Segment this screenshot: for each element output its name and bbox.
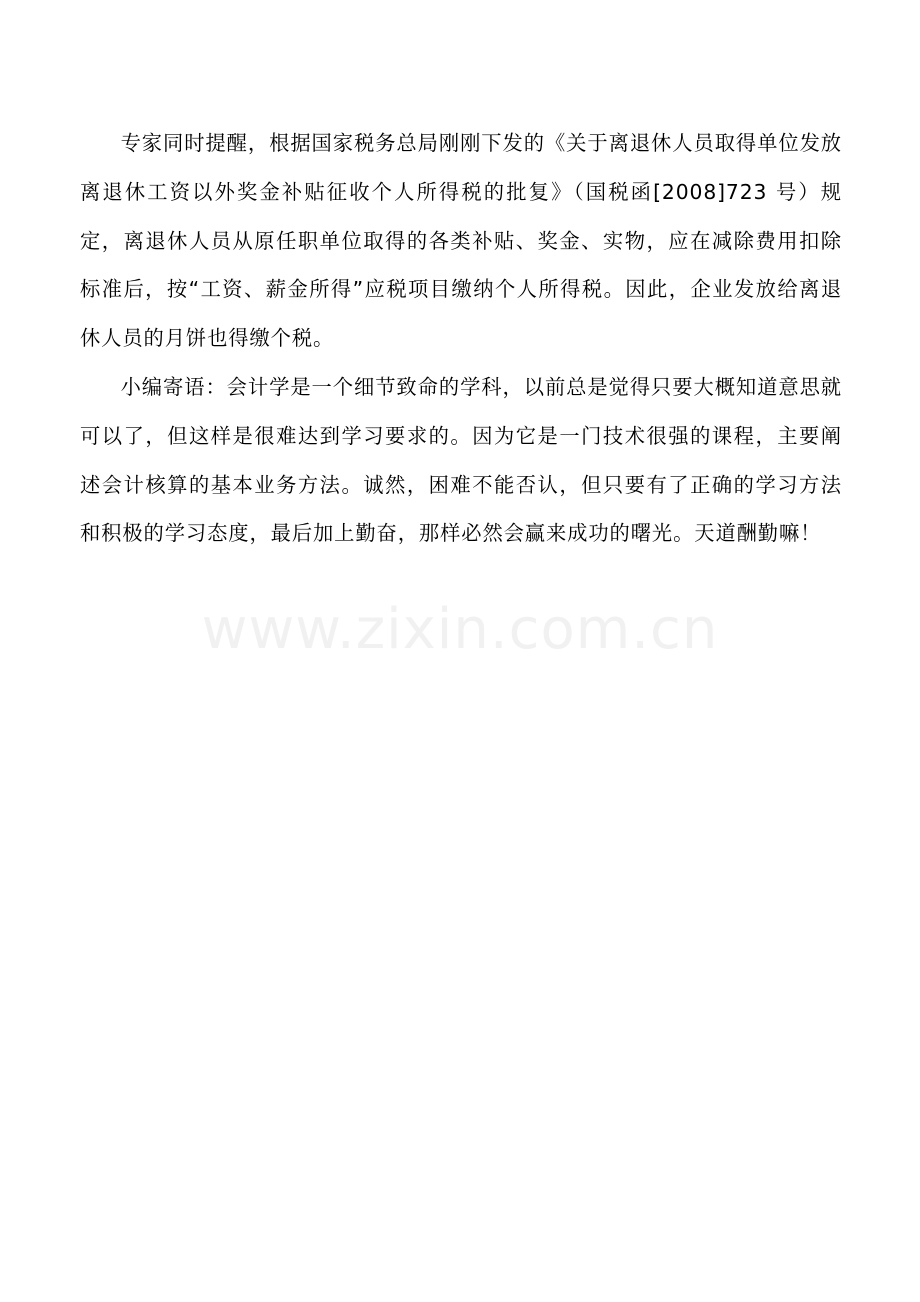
document-body	[80, 119, 842, 558]
watermark: www.zixin.com.cn	[201, 597, 719, 662]
paragraph-editor-note: 小编寄语：会计学是一个细节致命的学科，以前总是觉得只要大概知道意思就可以了，但这样是很难达到学习要求的。因为它是一门技术很强的课程，主要阐述会计核算的基本业务方法。诚然，困难不能否认，但只要有了正确的学习方法和积极的学习态度，最后加上勤奋，那样必然会赢来成功的曙光。天道酬勤嘛！	[80, 374, 842, 546]
paragraph-tax-notice: 专家同时提醒，根据国家税务总局刚刚下发的《关于离退休人员取得单位发放离退休工资以外奖金补贴征收个人所得税的批复》（国税函[2008]723 号）规定，离退休人员从原任职单位取得的各类补贴、奖金、实物，应在减除费用扣除标准后，按“工资、薪金所得”应税项目缴纳个人所得税。因此，企业发放给离退休人员的月饼也得缴个税。	[80, 131, 842, 351]
